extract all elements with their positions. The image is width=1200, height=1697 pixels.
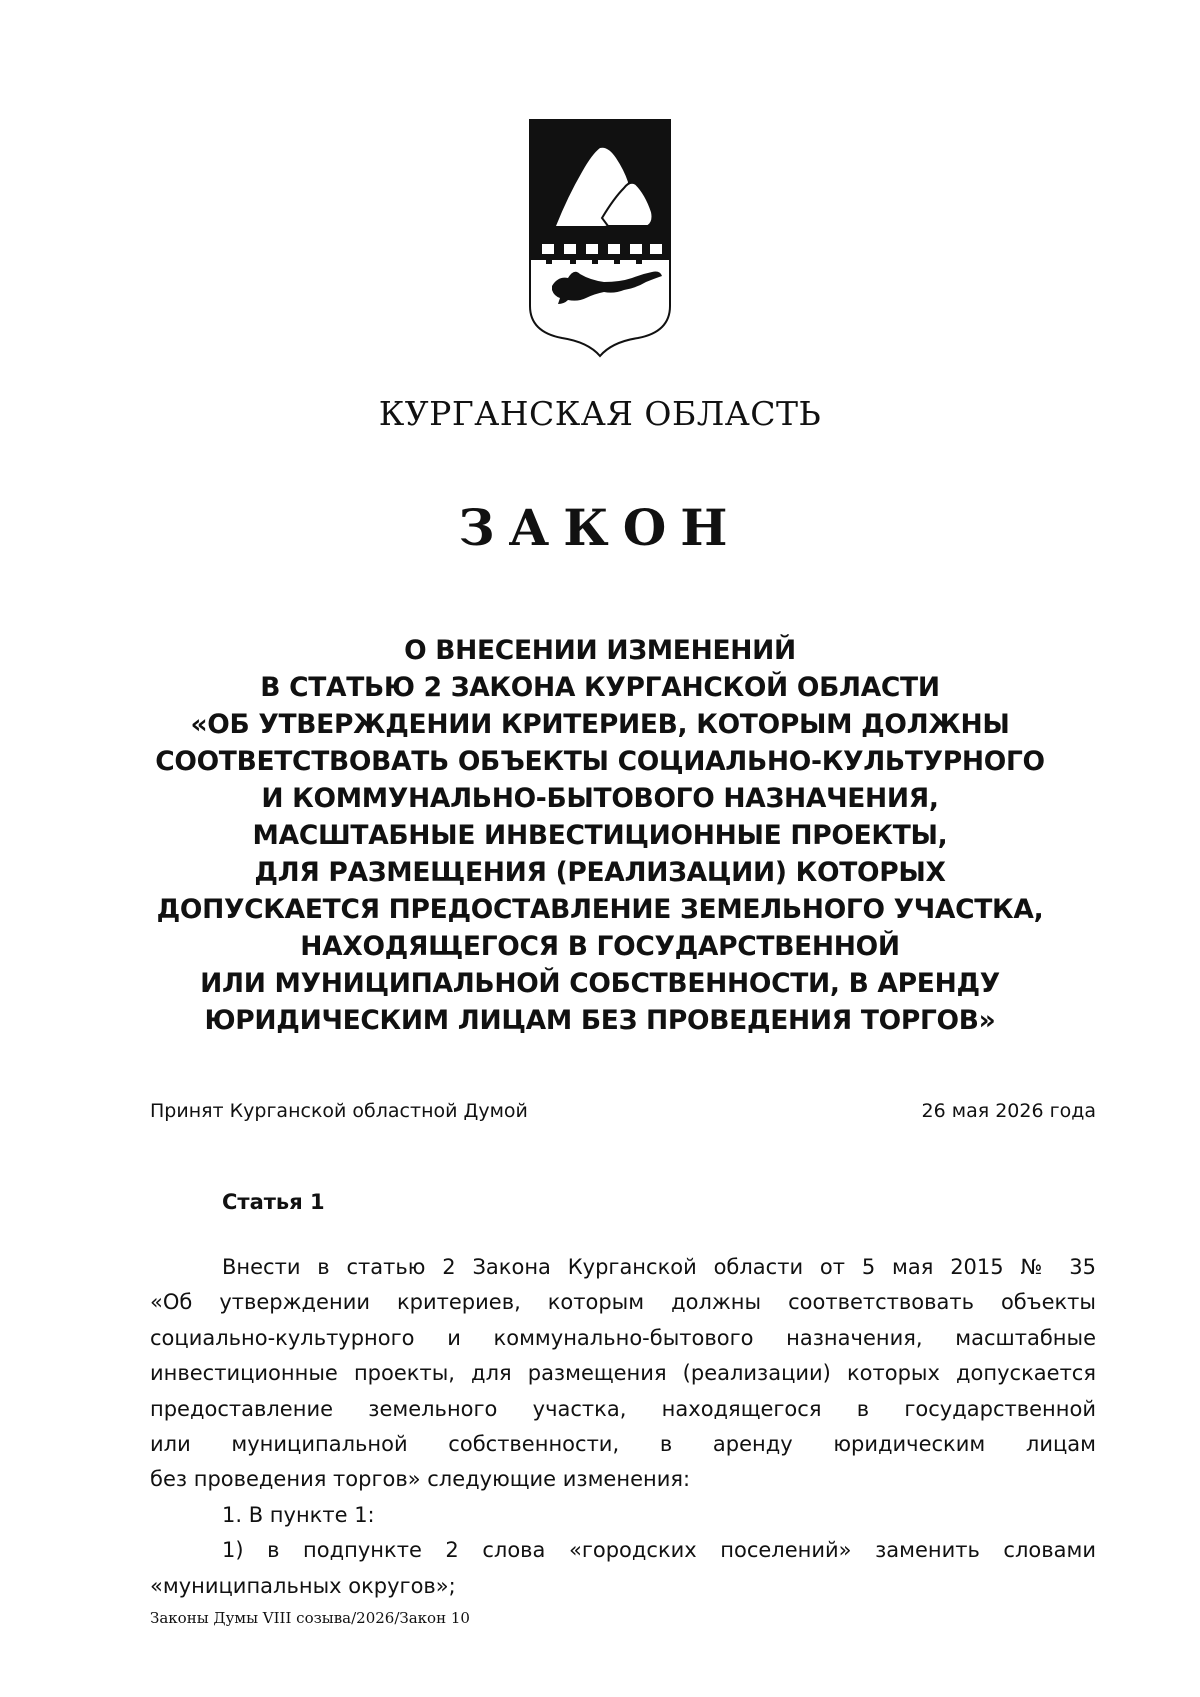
title-line: В СТАТЬЮ 2 ЗАКОНА КУРГАНСКОЙ ОБЛАСТИ — [260, 672, 940, 703]
title-line: «ОБ УТВЕРЖДЕНИИ КРИТЕРИЕВ, КОТОРЫМ ДОЛЖНЫ — [190, 709, 1010, 740]
title-line: И КОММУНАЛЬНО-БЫТОВОГО НАЗНАЧЕНИЯ, — [261, 783, 939, 814]
document-type: ЗАКОН — [458, 498, 742, 557]
title-line: ИЛИ МУНИЦИПАЛЬНОЙ СОБСТВЕННОСТИ, В АРЕНДУ — [200, 968, 1000, 999]
paragraph-line: социально-культурного и коммунально-бытового назначения, масштабные — [150, 1325, 1096, 1350]
adoption-date: 26 мая 2026 года — [921, 1100, 1096, 1122]
paragraph-line: «Об утверждении критериев, которым должны соответствовать объекты — [150, 1290, 1096, 1315]
coat-of-arms-icon — [528, 118, 672, 358]
title-line: СООТВЕТСТВОВАТЬ ОБЪЕКТЫ СОЦИАЛЬНО-КУЛЬТУРНОГО — [155, 746, 1045, 777]
paragraph-line: без проведения торгов» следующие изменения: — [150, 1467, 691, 1492]
adopted-by: Принят Курганской областной Думой — [150, 1100, 528, 1122]
article-body — [150, 1250, 1096, 1604]
adoption-line — [150, 1098, 1096, 1124]
footer-reference: Законы Думы VIII созыва/2026/Закон 10 — [150, 1609, 470, 1627]
paragraph-line: «муниципальных округов»; — [150, 1573, 456, 1598]
paragraph-line: или муниципальной собственности, в аренду юридическим лицам — [150, 1432, 1096, 1457]
region-name: КУРГАНСКАЯ ОБЛАСТЬ — [378, 394, 822, 433]
title-line: НАХОДЯЩЕГОСЯ В ГОСУДАРСТВЕННОЙ — [300, 931, 900, 962]
paragraph-line: Внести в статью 2 Закона Курганской области от 5 мая 2015 № 35 — [222, 1255, 1096, 1279]
title-line: ДОПУСКАЕТСЯ ПРЕДОСТАВЛЕНИЕ ЗЕМЕЛЬНОГО УЧАСТКА, — [156, 894, 1044, 925]
title-line: ДЛЯ РАЗМЕЩЕНИЯ (РЕАЛИЗАЦИИ) КОТОРЫХ — [254, 857, 946, 888]
list-item: 1) в подпункте 2 слова «городских поселений» заменить словами — [222, 1538, 1096, 1563]
title-line: МАСШТАБНЫЕ ИНВЕСТИЦИОННЫЕ ПРОЕКТЫ, — [252, 820, 948, 851]
paragraph-line: предоставление земельного участка, находящегося в государственной — [150, 1396, 1096, 1421]
paragraph-line: инвестиционные проекты, для размещения (реализации) которых допускается — [150, 1361, 1096, 1386]
article-heading: Статья 1 — [222, 1190, 325, 1214]
title-line: О ВНЕСЕНИИ ИЗМЕНЕНИЙ — [404, 635, 796, 666]
law-title — [140, 632, 1060, 1039]
list-item: 1. В пункте 1: — [222, 1502, 375, 1527]
title-line: ЮРИДИЧЕСКИМ ЛИЦАМ БЕЗ ПРОВЕДЕНИЯ ТОРГОВ» — [204, 1005, 996, 1036]
